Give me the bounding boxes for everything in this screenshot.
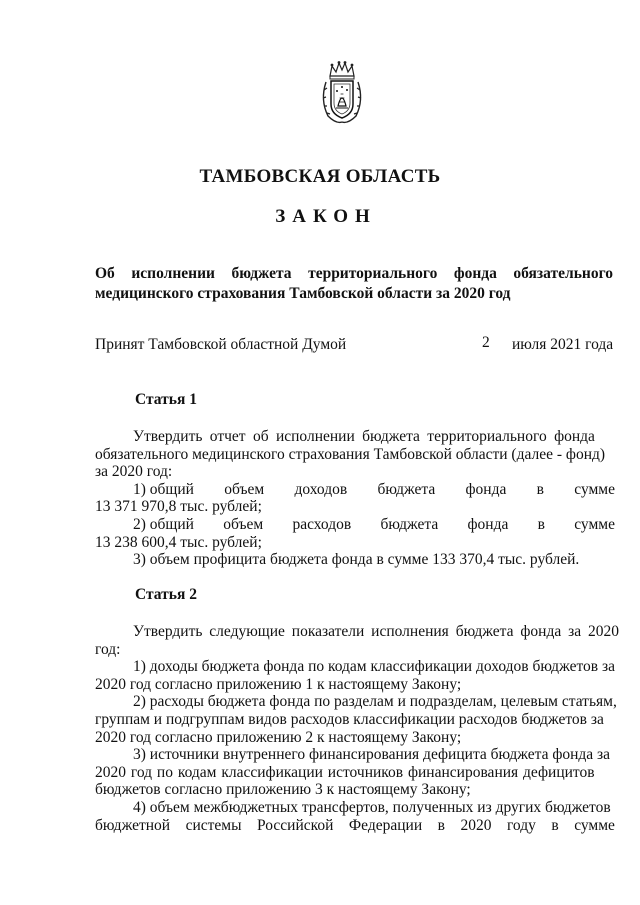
article-1-item-2-word: расходов [292, 515, 352, 533]
law-title-word: фонда [453, 265, 497, 282]
article-2-item-1-line2: 2020 год согласно приложению 1 к настоящему Закону; [95, 675, 462, 693]
article-2-item-3-line1: 3) источники внутреннего финансирования дефицита бюджета фонда за [133, 746, 611, 764]
article-1-intro-line1: Утвердить отчет об исполнении бюджета территориального фонда [133, 428, 595, 445]
article-2-item-4-word: сумме [574, 816, 615, 834]
article-1-item-1-amount: 13 371 970,8 тыс. рублей; [95, 498, 262, 516]
article-1-item-1-word: сумме [574, 480, 615, 498]
article-1-item-1-word: объем [224, 480, 265, 498]
adoption-day: 2 [482, 334, 490, 351]
article-1-item-1-word: в [536, 480, 544, 498]
law-title-word: обязательного [513, 265, 613, 282]
article-2-item-4-word: 2020 [460, 816, 492, 834]
article-2-item-4-word: бюджетной [95, 816, 171, 834]
article-1-item-2-amount: 13 238 600,4 тыс. рублей; [95, 533, 262, 551]
article-1-intro-line2: обязательного медицинского страхования Тамбовской области (далее - фонд) [95, 445, 606, 463]
law-title [95, 264, 613, 304]
law-title-word: бюджета [231, 265, 292, 282]
article-2-intro-line1: Утвердить следующие показатели исполнения бюджета фонда за 2020 [133, 623, 619, 640]
document-type: ЗАКОН [275, 206, 377, 227]
article-1-heading: Статья 1 [135, 391, 197, 408]
article-2-item-4-line2 [95, 817, 615, 835]
law-title-word: территориального [308, 265, 438, 282]
law-title-word: исполнении [131, 265, 215, 282]
article-1-item-1-word: доходов [294, 480, 348, 498]
article-2-intro-line2: год: [95, 640, 121, 658]
article-2-item-1-line1: 1) доходы бюджета фонда по кодам классификации доходов бюджетов за [133, 658, 615, 676]
article-2-item-4-line1: 4) объем межбюджетных трансфертов, полученных из других бюджетов [133, 798, 611, 816]
article-1-item-1-word: фонда [465, 480, 507, 498]
article-1-item-2-word: фонда [467, 515, 509, 533]
article-1-body [95, 428, 615, 569]
article-1-item-2-word: в [537, 515, 545, 533]
article-1-item-2-word: бюджета [380, 515, 439, 533]
article-2-item-2-line1: 2) расходы бюджета фонда по разделам и подразделам, целевым статьям, [133, 693, 617, 711]
law-title-word: Об [95, 265, 115, 282]
article-1-item-2 [95, 516, 615, 534]
article-1-item-1-word: бюджета [377, 480, 436, 498]
article-2-item-2-line2: группам и подгруппам видов расходов классификации расходов бюджетов за [95, 710, 604, 728]
article-1-item-1-word: 1) общий [133, 480, 194, 498]
law-title-line1 [95, 264, 613, 284]
region-name: ТАМБОВСКАЯ ОБЛАСТЬ [199, 166, 441, 187]
article-2-body [95, 623, 619, 834]
article-2-item-4-word: в [437, 816, 445, 834]
article-2-item-3-line2: 2020 год по кодам классификации источников финансирования дефицитов [95, 763, 595, 781]
article-2-item-2-line3: 2020 год согласно приложению 2 к настоящему Закону; [95, 728, 462, 746]
article-1-item-1 [95, 481, 615, 499]
article-2-item-3-line3: бюджетов согласно приложению 3 к настоящему Закону; [95, 781, 471, 799]
law-title-line2: медицинского страхования Тамбовской области за 2020 год [95, 285, 511, 302]
tambov-coat-of-arms-icon [318, 60, 366, 126]
article-2-item-4-word: году [506, 816, 536, 834]
article-1-item-2-word: сумме [574, 515, 615, 533]
article-2-item-4-word: в [551, 816, 559, 834]
article-1-item-2-word: объем [223, 515, 264, 533]
article-2-heading: Статья 2 [135, 586, 197, 603]
article-2-item-4-word: системы [185, 816, 242, 834]
article-2-item-4-word: Федерации [348, 816, 423, 834]
adoption-date: июля 2021 года [512, 336, 614, 353]
adoption-text: Принят Тамбовской областной Думой [95, 336, 347, 353]
article-1-item-2-word: 2) общий [133, 515, 194, 533]
article-1-intro-line3: за 2020 год: [95, 463, 173, 481]
article-1-item-3: 3) объем профицита бюджета фонда в сумме 133 370,4 тыс. рублей. [133, 551, 580, 569]
article-2-item-4-word: Российской [257, 816, 334, 834]
